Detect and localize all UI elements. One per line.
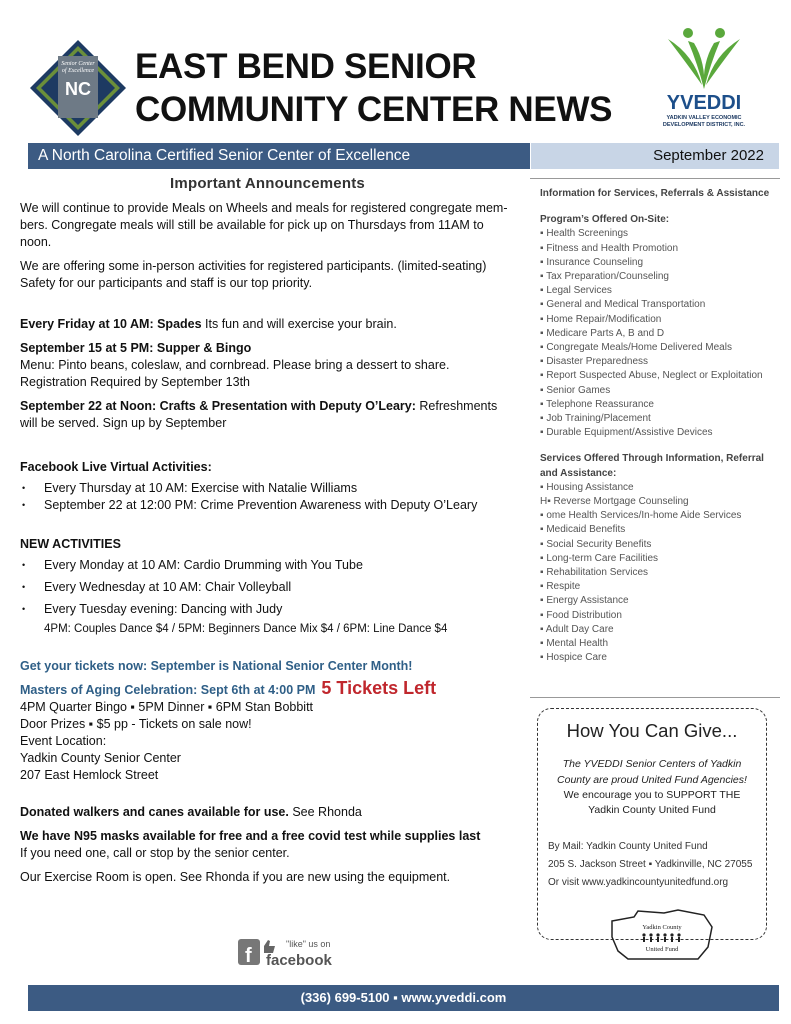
give-support-line2: Yadkin County United Fund: [588, 804, 716, 816]
give-title: How You Can Give...: [566, 720, 738, 741]
list-item: • Every Monday at 10 AM: Cardio Drumming with You Tube: [20, 557, 515, 574]
list-item: ▪ Food Distribution: [540, 609, 622, 621]
list-item: ▪ Medicaid Benefits: [540, 524, 626, 536]
crafts-presentation-item: [20, 398, 515, 432]
in-person-paragraph: We are offering some in-person activities for registered participants. (limited-seating) Safety for our participants and staff is our top priority.: [20, 259, 487, 290]
svg-text:YADKIN VALLEY ECONOMIC: YADKIN VALLEY ECONOMIC: [666, 115, 742, 121]
list-item: ▪ Housing Assistance: [540, 481, 634, 493]
list-item: • Every Tuesday evening: Dancing with Judy: [20, 601, 515, 618]
list-item: • September 22 at 12:00 PM: Crime Prevention Awareness with Deputy O’Leary: [20, 497, 515, 514]
yveddi-logo: [648, 25, 760, 135]
give-mail-line: By Mail: Yadkin County United Fund: [548, 841, 708, 852]
event-prizes: Door Prizes ▪ $5 pp - Tickets on sale now!: [20, 717, 252, 731]
onsite-programs-heading: Program’s Offered On-Site:: [540, 214, 670, 226]
walkers-notice: [20, 804, 515, 821]
list-item: ▪ Social Security Benefits: [540, 538, 652, 550]
dance-schedule: 4PM: Couples Dance $4 / 5PM: Beginners Dance Mix $4 / 6PM: Line Dance $4: [44, 623, 448, 635]
new-activities-heading: NEW ACTIVITIES: [20, 537, 121, 551]
svg-text:NC: NC: [65, 79, 91, 99]
divider: [530, 178, 780, 179]
list-item: ▪ Adult Day Care: [540, 623, 614, 635]
list-item: ▪ General and Medical Transportation: [540, 299, 706, 311]
walkers-notice-text: See Rhonda: [288, 805, 362, 819]
friday-spades-item: [20, 316, 515, 333]
walkers-notice-bold: Donated walkers and canes available for use.: [20, 805, 289, 819]
give-box: [537, 708, 767, 940]
give-united-fund-text: The YVEDDI Senior Centers of Yadkin County are proud United Fund Agencies!: [557, 758, 747, 786]
list-item: ▪ Insurance Counseling: [540, 256, 644, 268]
give-support-text: [545, 788, 759, 818]
banner-tagline: A North Carolina Certified Senior Center of Excellence: [28, 143, 530, 169]
announcements-heading: Important Announcements: [170, 175, 365, 192]
supper-bingo-title: September 15 at 5 PM: Supper & Bingo: [20, 341, 252, 355]
svg-text:DEVELOPMENT DISTRICT, INC.: DEVELOPMENT DISTRICT, INC.: [662, 122, 746, 128]
supper-bingo-menu: Menu: Pinto beans, coleslaw, and cornbread. Please bring a dessert to share.: [20, 358, 450, 372]
masters-of-aging-event: Masters of Aging Celebration: Sept 6th at 4:00 PM: [20, 683, 316, 697]
event-location-street: 207 East Hemlock Street: [20, 768, 159, 782]
list-item: ▪ ome Health Services/In-home Aide Services: [540, 510, 742, 522]
list-item: ▪ Home Repair/Modification: [540, 313, 662, 325]
main-column: [20, 175, 515, 886]
list-item: ▪ Rehabilitation Services: [540, 567, 649, 579]
svg-text:of Excellence: of Excellence: [61, 68, 95, 74]
facebook-like-badge[interactable]: [238, 936, 358, 970]
meals-paragraph: We will continue to provide Meals on Wheels and meals for registered congregate mem-bers. Congregate meals will still be available for pick up on Thursdays from 11AM to noon.: [20, 201, 508, 249]
svg-text:YVEDDI: YVEDDI: [666, 92, 742, 114]
list-item: ▪ Legal Services: [540, 285, 612, 297]
list-item: ▪ Job Training/Placement: [540, 413, 651, 425]
referral-services-heading: Services Offered Through Information, Referral and Assistance:: [540, 453, 764, 479]
tickets-left-badge: 5 Tickets Left: [321, 678, 437, 698]
friday-spades-title: Every Friday at 10 AM: Spades: [20, 317, 202, 331]
list-item: ▪ Mental Health: [540, 638, 609, 650]
svg-text:United Fund: United Fund: [645, 946, 679, 953]
list-item: ▪ Durable Equipment/Assistive Devices: [540, 427, 713, 439]
masters-of-aging-line: [20, 680, 515, 699]
services-column: [540, 187, 775, 666]
newsletter-title-line1: EAST BEND SENIOR: [135, 47, 477, 86]
divider: [530, 697, 780, 698]
list-item: ▪ Disaster Preparedness: [540, 356, 649, 368]
supper-bingo-registration: Registration Required by September 13th: [20, 375, 250, 389]
crafts-presentation-text: Refreshments will be served. Sign up by September: [20, 399, 498, 430]
masks-notice-bold: We have N95 masks available for free and a free covid test while supplies last: [20, 829, 481, 843]
banner-date: September 2022: [531, 143, 779, 169]
event-location-name: Yadkin County Senior Center: [20, 751, 181, 765]
give-contact: [548, 838, 768, 892]
tickets-headline: Get your tickets now: September is National Senior Center Month!: [20, 659, 413, 673]
list-item: ▪ Congregate Meals/Home Delivered Meals: [540, 342, 732, 354]
list-item: ▪ Telephone Reassurance: [540, 398, 654, 410]
list-item: • Every Thursday at 10 AM: Exercise with Natalie Williams: [20, 480, 515, 497]
list-item: ▪ Energy Assistance: [540, 595, 629, 607]
united-fund-logo: [608, 907, 718, 962]
svg-text:Yadkin County: Yadkin County: [642, 924, 682, 931]
list-item: ▪ Health Screenings: [540, 228, 629, 240]
masks-notice-text: If you need one, call or stop by the senior center.: [20, 846, 290, 860]
give-address-line: 205 S. Jackson Street ▪ Yadkinville, NC 27055: [548, 859, 753, 870]
give-support-line1: We encourage you to SUPPORT THE: [563, 789, 741, 801]
svg-text:facebook: facebook: [266, 952, 332, 969]
referral-services-list: [540, 481, 775, 666]
newsletter-title-line2: COMMUNITY CENTER NEWS: [135, 90, 613, 129]
services-info-heading: Information for Services, Referrals & Assistance: [540, 188, 770, 199]
list-item: ▪ Tax Preparation/Counseling: [540, 271, 669, 283]
event-location-label: Event Location:: [20, 734, 107, 748]
crafts-presentation-title: September 22 at Noon: Crafts & Presentation with Deputy O’Leary:: [20, 399, 416, 413]
onsite-programs-list: [540, 227, 775, 440]
footer-contact-bar: (336) 699-5100 ▪ www.yveddi.com: [28, 985, 779, 1011]
new-activities-list: [20, 557, 515, 618]
give-website-link[interactable]: Or visit www.yadkincountyunitedfund.org: [548, 877, 729, 888]
facebook-live-list: [20, 480, 515, 514]
list-item: ▪ Hospice Care: [540, 652, 607, 664]
list-item: ▪ Long-term Care Facilities: [540, 552, 659, 564]
list-item: ▪ Senior Games: [540, 384, 611, 396]
svg-text:Senior Center: Senior Center: [61, 61, 95, 67]
list-item: ▪ Fitness and Health Promotion: [540, 242, 679, 254]
list-item: ▪ Medicare Parts A, B and D: [540, 327, 665, 339]
list-item: • Every Wednesday at 10 AM: Chair Volleyball: [20, 579, 515, 596]
list-item: H▪ Reverse Mortgage Counseling: [540, 496, 689, 508]
svg-text:f: f: [245, 945, 252, 967]
exercise-room-notice: Our Exercise Room is open. See Rhonda if you are new using the equipment.: [20, 870, 451, 884]
nc-senior-center-logo: [28, 38, 128, 138]
event-schedule: 4PM Quarter Bingo ▪ 5PM Dinner ▪ 6PM Stan Bobbitt: [20, 700, 314, 714]
list-item: ▪ Report Suspected Abuse, Neglect or Exploitation: [540, 370, 763, 382]
banner: [28, 143, 779, 169]
friday-spades-text: Its fun and will exercise your brain.: [201, 317, 397, 331]
facebook-live-heading: Facebook Live Virtual Activities:: [20, 460, 212, 474]
svg-text:"like" us on: "like" us on: [286, 939, 331, 949]
list-item: ▪ Respite: [540, 581, 581, 593]
